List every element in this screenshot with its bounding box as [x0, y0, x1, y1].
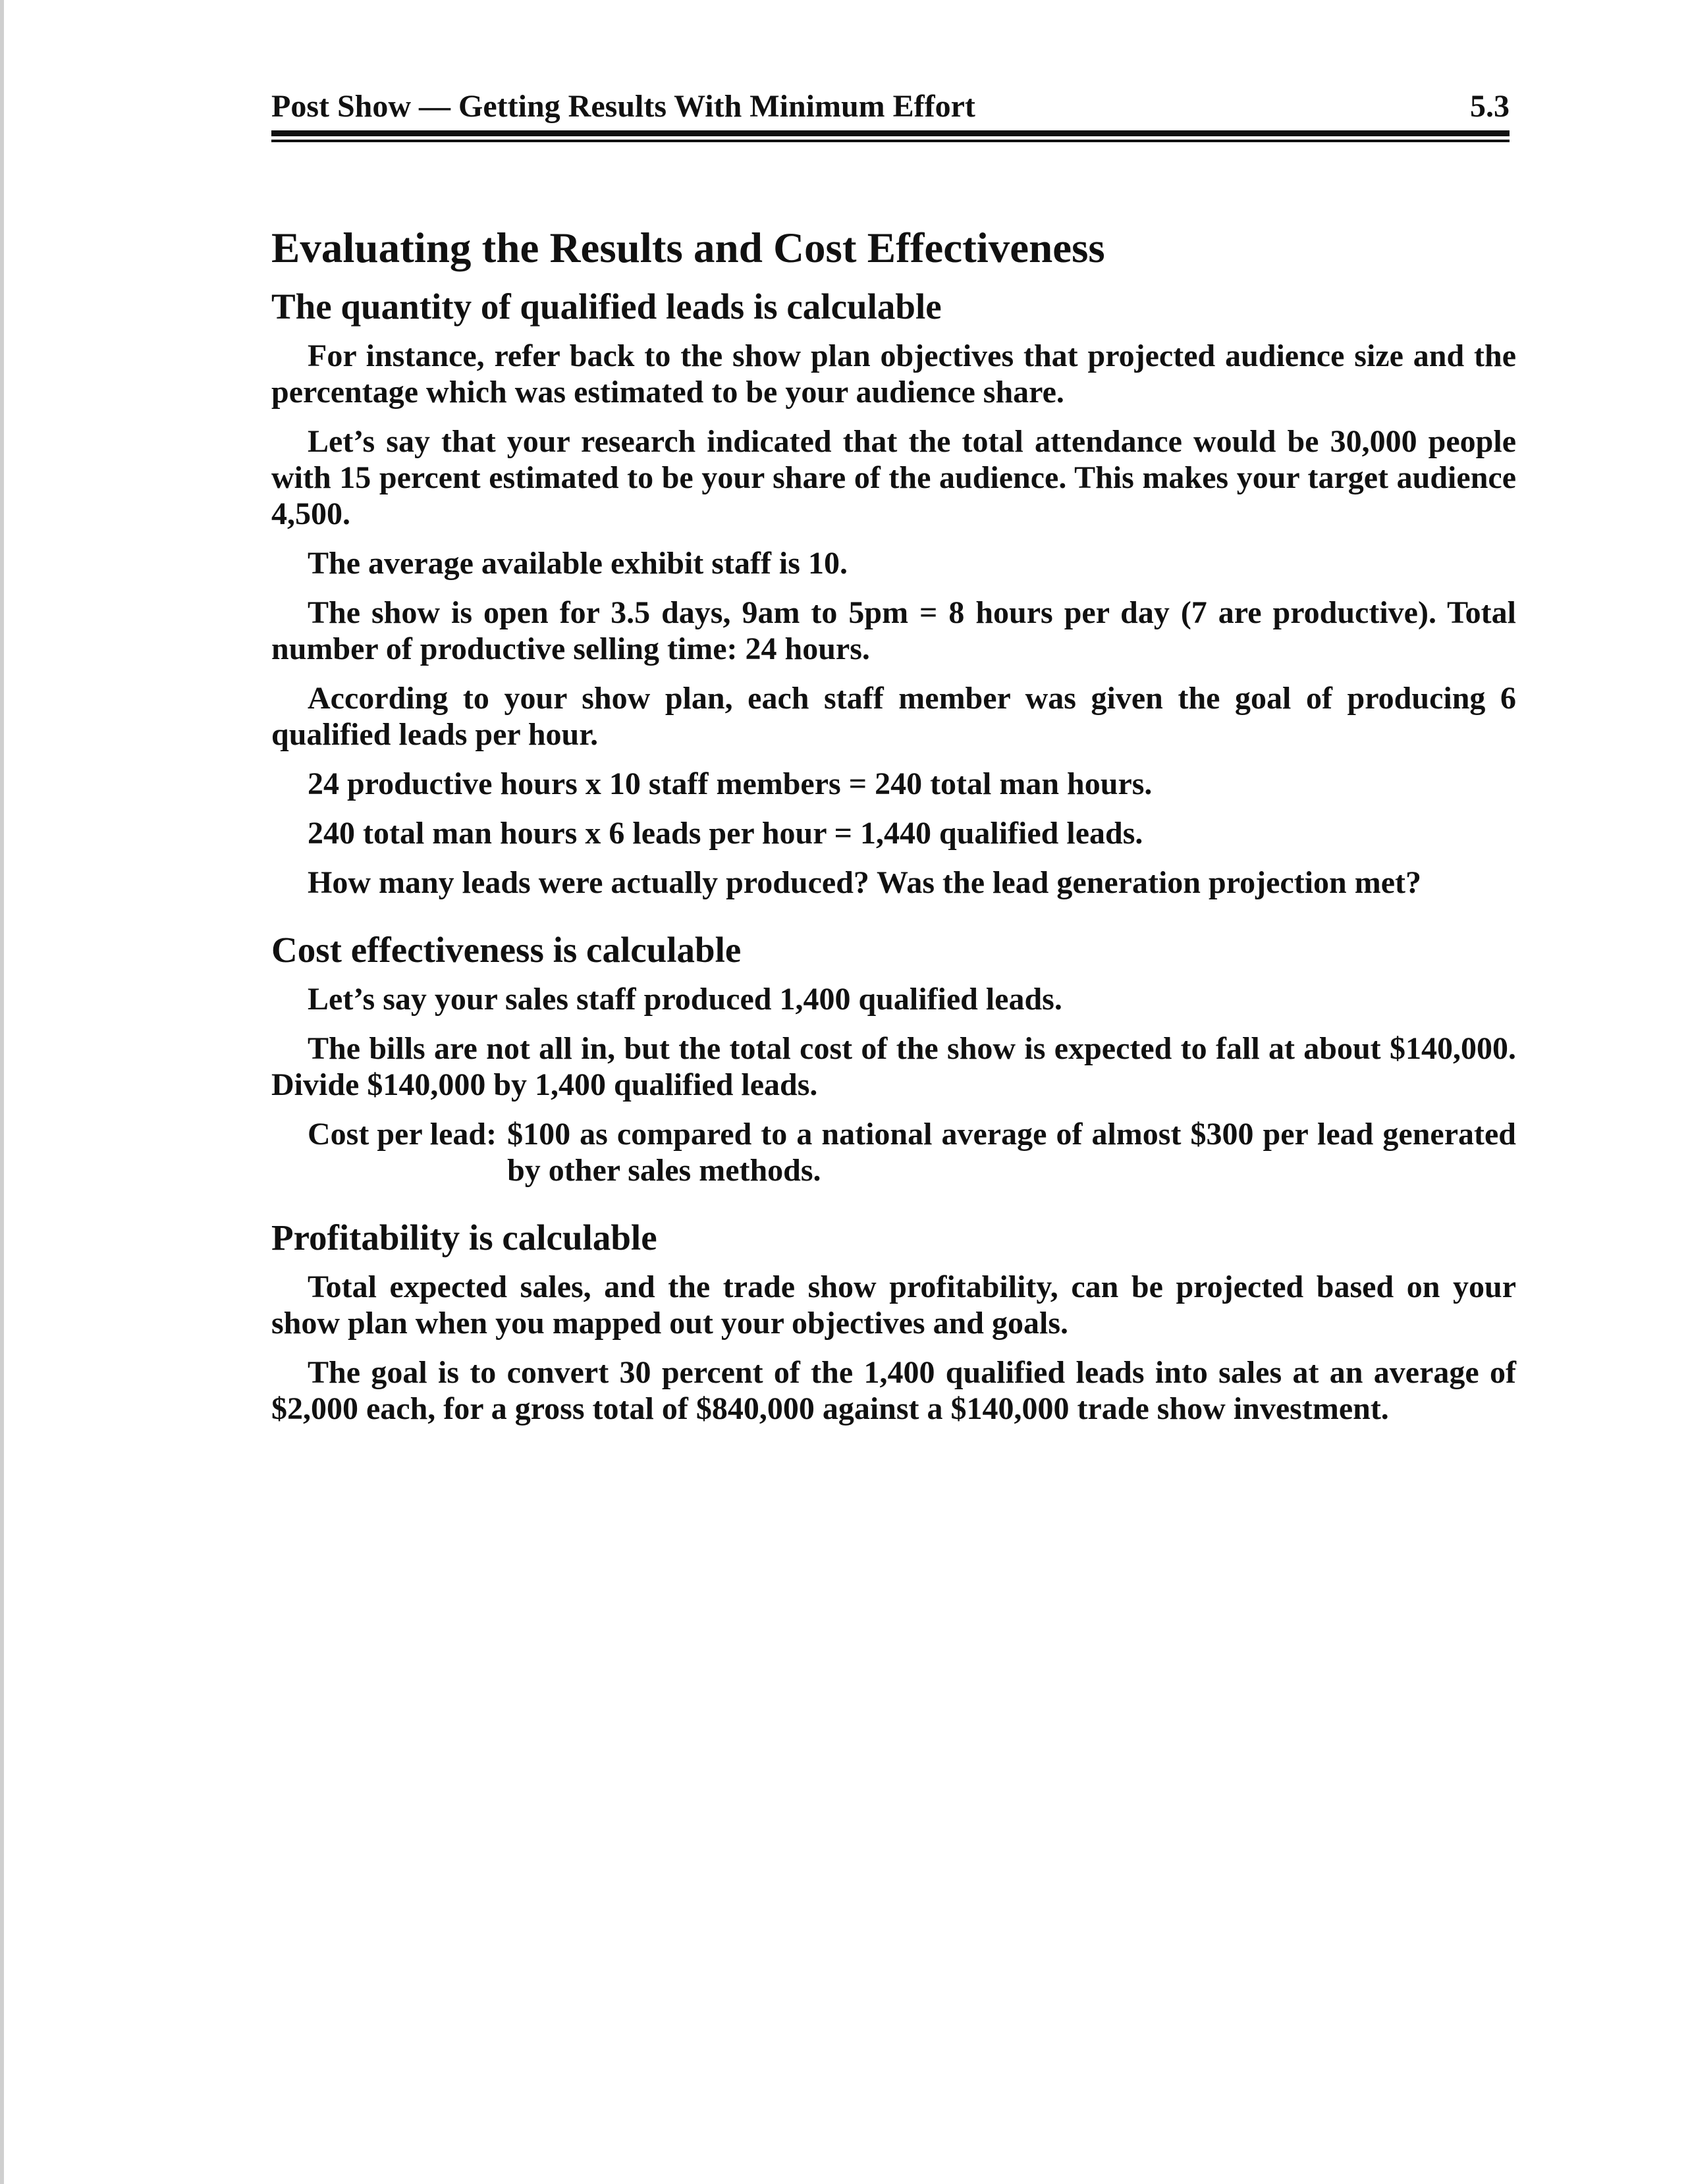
paragraph: The average available exhibit staff is 10.	[308, 545, 848, 581]
scan-edge	[0, 0, 4, 2184]
section-heading: Cost effectiveness is calculable	[271, 929, 742, 970]
paragraph: According to your show plan, each staff member was given the goal of producing 6 qualified leads per hour.	[271, 680, 1516, 752]
page-title: Evaluating the Results and Cost Effectiveness	[271, 225, 1105, 272]
paragraph: The bills are not all in, but the total cost of the show is expected to fall at about $140,000. Divide $140,000 by 1,400 qualified leads.	[271, 1030, 1516, 1102]
paragraph: 240 total man hours x 6 leads per hour = 1,440 qualified leads.	[308, 815, 1143, 851]
cost-per-lead	[308, 1116, 1516, 1188]
paragraph: 24 productive hours x 10 staff members = 240 total man hours.	[308, 766, 1153, 801]
paragraph: How many leads were actually produced? Was the lead generation projection met?	[308, 865, 1422, 900]
header-title: Post Show — Getting Results With Minimum Effort	[271, 89, 975, 124]
section-heading: Profitability is calculable	[271, 1217, 657, 1258]
paragraph: Let’s say your sales staff produced 1,400 qualified leads.	[308, 981, 1062, 1017]
cost-per-lead-text: $100 as compared to a national average of almost $300 per lead generated by other sales methods.	[507, 1116, 1516, 1188]
paragraph: Let’s say that your research indicated that the total attendance would be 30,000 people with 15 percent estimated to be your share of the audience. This makes your target audience 4,500.	[271, 423, 1516, 531]
header-rule-thin	[271, 140, 1510, 142]
section-profitability	[271, 1216, 1516, 1427]
cost-per-lead-label: Cost per lead:	[308, 1116, 497, 1152]
section-heading: The quantity of qualified leads is calculable	[271, 286, 942, 327]
page-number: 5.3	[1470, 89, 1510, 124]
header-rule-thick	[271, 130, 1510, 136]
paragraph: For instance, refer back to the show plan objectives that projected audience size and the percentage which was estimated to be your audience share.	[271, 338, 1516, 410]
paragraph: The show is open for 3.5 days, 9am to 5pm = 8 hours per day (7 are productive). Total number of productive selling time: 24 hours.	[271, 595, 1516, 666]
page-body	[271, 224, 1516, 1440]
running-header	[271, 84, 1510, 130]
section-qualified-leads	[271, 285, 1516, 901]
paragraph: The goal is to convert 30 percent of the 1,400 qualified leads into sales at an average of $2,000 each, for a gross total of $840,000 against a $140,000 trade show investment.	[271, 1354, 1516, 1426]
section-cost-effectiveness	[271, 928, 1516, 1188]
paragraph: Total expected sales, and the trade show profitability, can be projected based on your show plan when you mapped out your objectives and goals.	[271, 1269, 1516, 1341]
